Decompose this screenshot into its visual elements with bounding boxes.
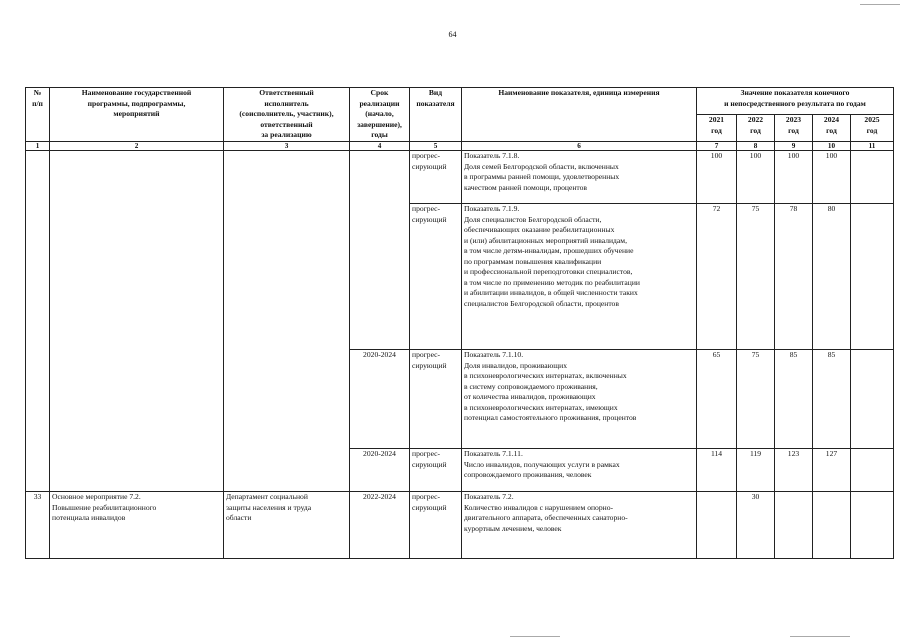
column-number: 3 [224,142,350,151]
value-2021-cell: 100 [697,151,737,204]
header-program-name: Наименование государственной программы, подпрограммы, мероприятий [50,88,224,142]
column-number: 8 [737,142,775,151]
column-number: 6 [462,142,697,151]
header-no: № п/п [26,88,50,142]
header-year-2021: 2021 год [697,115,737,142]
value-2025-cell [851,204,894,350]
value-2024-cell [813,492,851,559]
indicator-kind-cell: прогрес- сирующий [410,492,462,559]
value-2025-cell [851,449,894,492]
program-name-cell: Основное мероприятие 7.2. Повышение реабилитационного потенциала инвалидов [50,492,224,559]
table-row [26,492,894,559]
program-name-cell [50,151,224,492]
header-year-2024: 2024 год [813,115,851,142]
indicator-name-cell: Показатель 7.1.9. Доля специалистов Белгородской области, обеспечивающих оказание реабилитационных и (или) абилитационных мероприятий инвалидам, в том числе детям-инвалидам, прошедших обучение по программам повышения квалификации и профессиональной переподготовки специалистов, в том числе по применению методик по реабилитации и абилитации инвалидов, в общей численности таких специалистов Белгородской области, процентов [462,204,697,350]
executor-cell [224,151,350,492]
value-2023-cell: 78 [775,204,813,350]
indicator-name-cell: Показатель 7.1.10. Доля инвалидов, проживающих в психоневрологических интернатах, включенных в систему сопровождаемого проживания, от количества инвалидов, проживающих в психоневрологических интернатах, имеющих потенциал самостоятельного проживания, процентов [462,350,697,449]
indicator-name-cell: Показатель 7.1.8. Доля семей Белгородской области, включенных в программы ранней помощи, удовлетворенных качеством ранней помощи, процентов [462,151,697,204]
term-cell [350,151,410,350]
value-2024-cell: 85 [813,350,851,449]
header-indicator-name: Наименование показателя, единица измерения [462,88,697,142]
column-number: 9 [775,142,813,151]
header-row-1 [26,88,894,115]
value-2025-cell [851,350,894,449]
column-number: 5 [410,142,462,151]
value-2022-cell: 75 [737,350,775,449]
column-number: 11 [851,142,894,151]
value-2022-cell: 30 [737,492,775,559]
executor-cell: Департамент социальной защиты населения и труда области [224,492,350,559]
column-number: 7 [697,142,737,151]
value-2021-cell: 114 [697,449,737,492]
term-cell: 2020-2024 [350,449,410,492]
scan-artifact [790,636,850,637]
value-2023-cell [775,492,813,559]
value-2023-cell: 100 [775,151,813,204]
scan-artifact [860,4,900,5]
indicator-kind-cell: прогрес- сирующий [410,204,462,350]
header-indicator-kind: Вид показателя [410,88,462,142]
indicators-table [25,87,894,559]
column-number: 1 [26,142,50,151]
value-2022-cell: 119 [737,449,775,492]
row-number-cell: 33 [26,492,50,559]
value-2025-cell [851,492,894,559]
value-2022-cell: 75 [737,204,775,350]
header-executor: Ответственный исполнитель (соисполнитель, участник), ответственный за реализацию [224,88,350,142]
page-number: 64 [448,30,457,39]
indicator-name-cell: Показатель 7.1.11. Число инвалидов, получающих услуги в рамках сопровождаемого проживания, человек [462,449,697,492]
value-2022-cell: 100 [737,151,775,204]
indicator-kind-cell: прогрес- сирующий [410,350,462,449]
term-cell: 2020-2024 [350,350,410,449]
value-2024-cell: 80 [813,204,851,350]
column-number: 4 [350,142,410,151]
indicator-kind-cell: прогрес- сирующий [410,449,462,492]
value-2024-cell: 127 [813,449,851,492]
header-values: Значение показателя конечного и непосредственного результата по годам [697,88,894,115]
value-2024-cell: 100 [813,151,851,204]
value-2021-cell: 72 [697,204,737,350]
value-2021-cell: 65 [697,350,737,449]
header-year-2025: 2025 год [851,115,894,142]
table-row [26,151,894,204]
header-year-2022: 2022 год [737,115,775,142]
value-2021-cell [697,492,737,559]
term-cell: 2022-2024 [350,492,410,559]
indicator-kind-cell: прогрес- сирующий [410,151,462,204]
column-number: 2 [50,142,224,151]
value-2023-cell: 123 [775,449,813,492]
value-2023-cell: 85 [775,350,813,449]
header-term: Срок реализации (начало, завершение), годы [350,88,410,142]
header-year-2023: 2023 год [775,115,813,142]
value-2025-cell [851,151,894,204]
column-number: 10 [813,142,851,151]
scan-artifact [510,636,560,637]
column-number-row [26,142,894,151]
indicator-name-cell: Показатель 7.2. Количество инвалидов с нарушением опорно- двигательного аппарата, обеспеченных санаторно- курортным лечением, человек [462,492,697,559]
row-number-cell [26,151,50,492]
